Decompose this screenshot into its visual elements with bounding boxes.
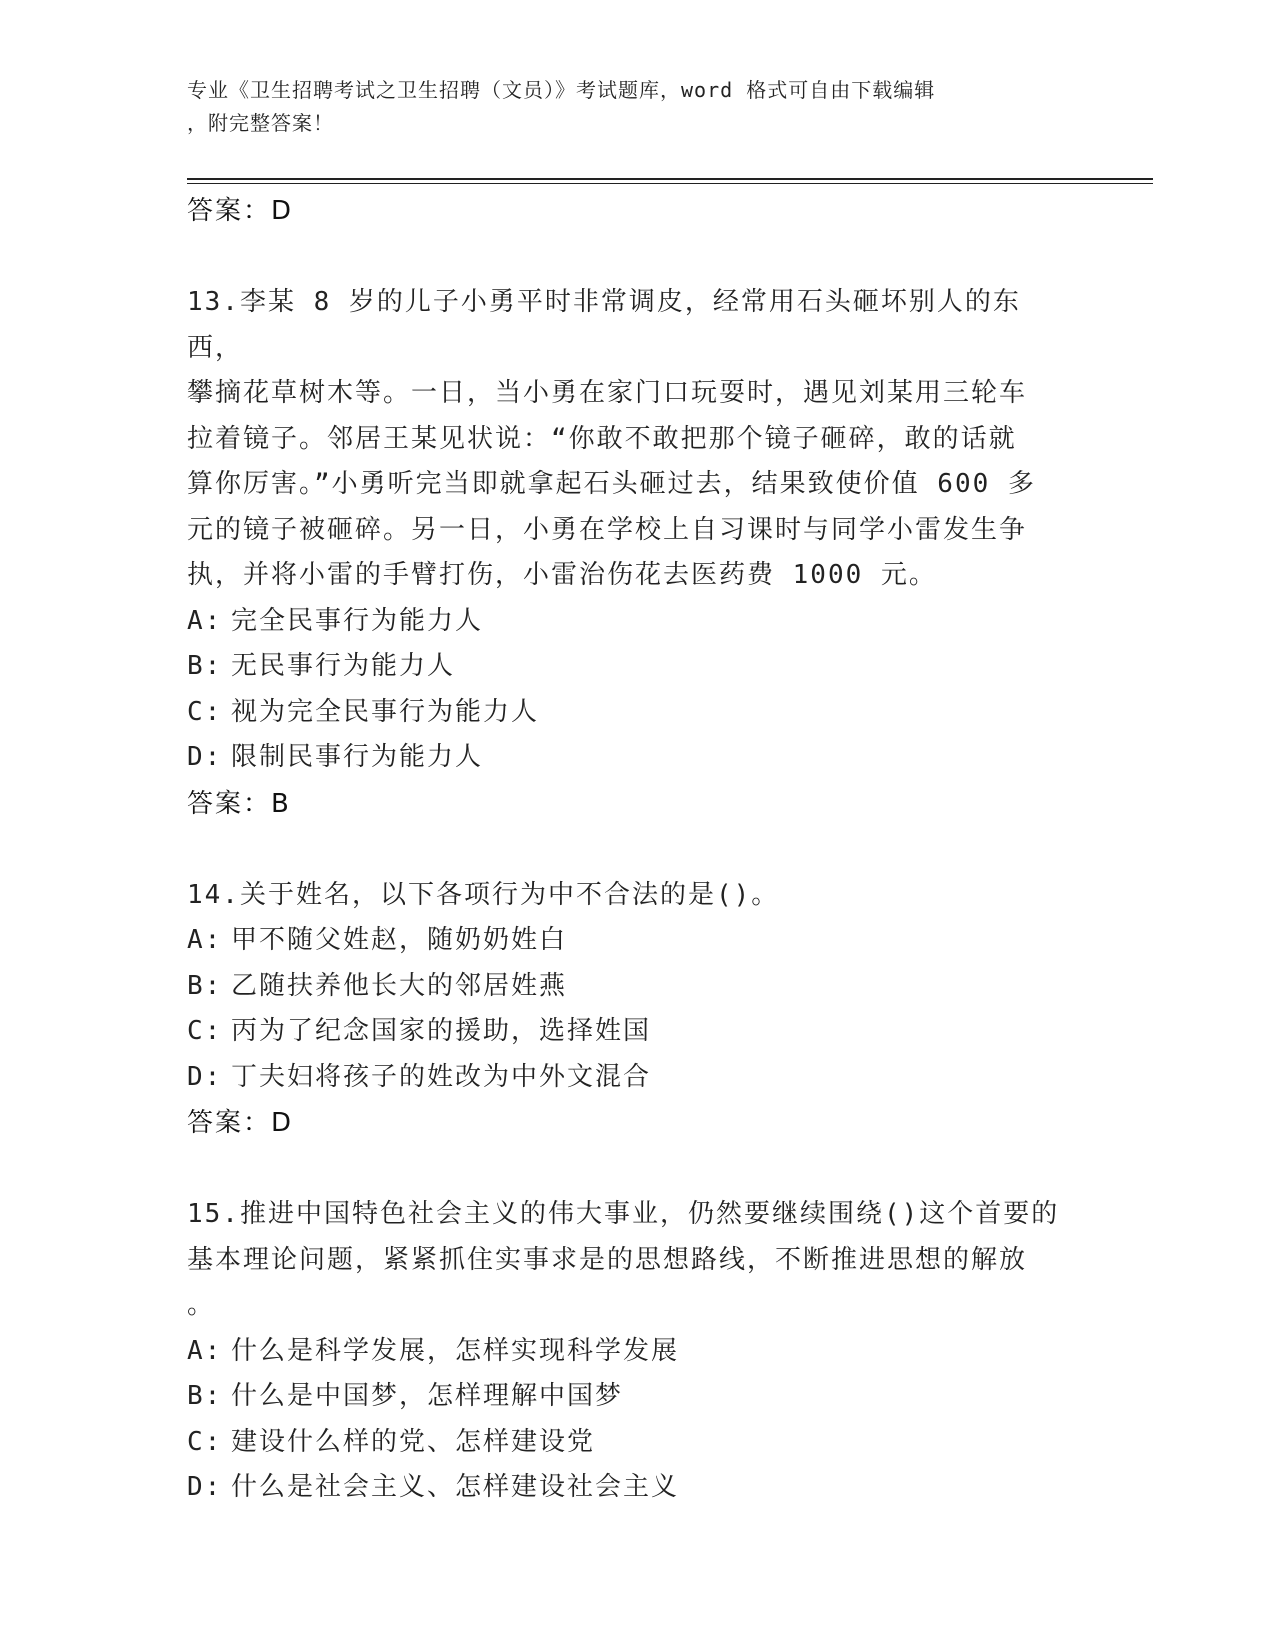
question-15-option-d <box>187 1465 1087 1511</box>
header-title-line-1: 专业《卫生招聘考试之卫生招聘（文员）》考试题库，word 格式可自由下载编辑 <box>187 78 936 102</box>
question-13-option-b <box>187 644 1087 690</box>
question-14-option-b <box>187 964 1087 1010</box>
spacer <box>187 234 1087 280</box>
option-text: 视为完全民事行为能力人 <box>231 696 540 727</box>
question-13-line-6: 执，并将小雷的手臂打伤，小雷治伤花去医药费 1000 元。 <box>187 560 937 590</box>
spacer <box>187 1146 1087 1192</box>
question-15-line-2: 基本理论问题，紧紧抓住实事求是的思想路线，不断推进思想的解放 <box>187 1244 1028 1275</box>
previous-answer: 答案：D <box>187 196 294 226</box>
question-14-option-c <box>187 1009 1087 1055</box>
question-13-line-1: 李某 8 岁的儿子小勇平时非常调皮，经常用石头砸坏别人的东西， <box>187 287 1021 363</box>
option-text: 什么是科学发展，怎样实现科学发展 <box>231 1335 680 1366</box>
question-13-line-3: 拉着镜子。邻居王某见状说：“你敢不敢把那个镜子砸碎，敢的话就 <box>187 423 1017 454</box>
document-header <box>187 74 1067 140</box>
option-key: B: <box>187 970 223 1001</box>
question-13-answer: 答案：B <box>187 788 291 819</box>
question-15-line-3: 。 <box>187 1290 216 1320</box>
spacer <box>187 827 1087 873</box>
question-13-line-2: 攀摘花草树木等。一日，当小勇在家门口玩耍时，遇见刘某用三轮车 <box>187 378 1028 408</box>
question-14-stem <box>187 873 1067 919</box>
option-text: 限制民事行为能力人 <box>231 742 484 772</box>
question-13 <box>187 280 1087 827</box>
question-15-option-c <box>187 1420 1087 1466</box>
option-text: 完全民事行为能力人 <box>231 605 484 636</box>
question-14 <box>187 873 1087 1147</box>
question-15-stem <box>187 1192 1067 1329</box>
option-key: A: <box>187 605 223 636</box>
question-list <box>187 188 1087 1511</box>
option-key: D: <box>187 1472 223 1502</box>
question-15-option-a <box>187 1329 1087 1375</box>
question-14-number: 14. <box>187 879 240 910</box>
question-13-line-5: 元的镜子被砸碎。另一日，小勇在学校上自习课时与同学小雷发生争 <box>187 514 1028 545</box>
option-key: C: <box>187 1016 223 1046</box>
option-key: B: <box>187 1381 223 1411</box>
option-text: 建设什么样的党、怎样建设党 <box>231 1426 596 1457</box>
question-15-number: 15. <box>187 1199 240 1229</box>
option-key: D: <box>187 1061 223 1092</box>
option-text: 无民事行为能力人 <box>231 651 456 681</box>
option-key: C: <box>187 696 223 727</box>
header-divider-thin <box>187 183 1153 184</box>
question-13-option-d <box>187 735 1087 781</box>
header-title-line-2: ，附完整答案！ <box>187 111 334 135</box>
question-13-option-c <box>187 690 1087 736</box>
question-14-answer: 答案：D <box>187 1108 294 1138</box>
option-key: A: <box>187 1335 223 1366</box>
option-key: B: <box>187 651 223 681</box>
question-14-line-1: 关于姓名，以下各项行为中不合法的是()。 <box>239 879 780 910</box>
option-text: 什么是社会主义、怎样建设社会主义 <box>231 1472 680 1502</box>
question-13-stem <box>187 280 1067 599</box>
option-text: 什么是中国梦，怎样理解中国梦 <box>231 1381 624 1411</box>
option-text: 丁夫妇将孩子的姓改为中外文混合 <box>231 1061 652 1092</box>
question-14-option-a <box>187 918 1087 964</box>
question-15-option-b <box>187 1374 1087 1420</box>
header-divider-thick <box>187 178 1153 180</box>
question-13-option-a <box>187 599 1087 645</box>
question-13-line-4: 算你厉害。”小勇听完当即就拿起石头砸过去，结果致使价值 600 多 <box>187 469 1036 499</box>
option-key: C: <box>187 1426 223 1457</box>
option-text: 甲不随父姓赵，随奶奶姓白 <box>231 925 568 955</box>
option-text: 乙随扶养他长大的邻居姓燕 <box>231 970 568 1001</box>
option-key: A: <box>187 925 223 955</box>
question-15-line-1: 推进中国特色社会主义的伟大事业，仍然要继续围绕()这个首要的 <box>239 1199 1060 1229</box>
option-text: 丙为了纪念国家的援助，选择姓国 <box>231 1016 652 1046</box>
option-key: D: <box>187 742 223 772</box>
question-14-option-d <box>187 1055 1087 1101</box>
question-15 <box>187 1192 1087 1511</box>
question-13-number: 13. <box>187 287 240 317</box>
